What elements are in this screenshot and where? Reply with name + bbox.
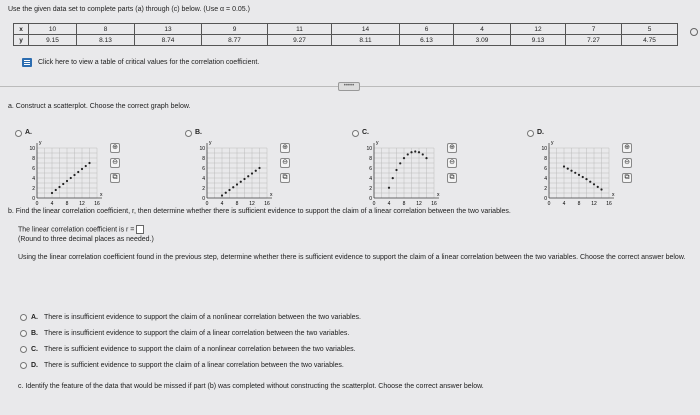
graph-option-1-radio[interactable] [15, 130, 22, 137]
r-answer-input[interactable] [136, 225, 144, 234]
y-cell: 3.09 [454, 35, 511, 46]
graph-tools-4 [622, 143, 632, 183]
popout-icon[interactable]: ⧉ [622, 173, 632, 183]
y-tick-label: 10 [541, 146, 547, 152]
x-axis-name: x [437, 192, 440, 198]
scatter-point [403, 157, 405, 159]
table-row-y [14, 35, 678, 46]
x-tick-label: 12 [79, 201, 85, 207]
critical-values-link[interactable] [22, 58, 259, 67]
y-tick-label: 4 [32, 176, 35, 182]
y-axis-name: y [209, 140, 212, 146]
evidence-question: Using the linear correlation coefficient found in the previous step, determine whether there is sufficient evidence to support the claim of a linear correlation between the two variables. Choose the correct answer below. [18, 254, 686, 261]
zoom-in-icon[interactable]: ⊕ [447, 143, 457, 153]
scatter-point [399, 162, 401, 164]
y-cell: 8.77 [202, 35, 268, 46]
scatter-point [570, 170, 572, 172]
x-tick-label: 0 [547, 201, 551, 207]
choice-d-radio[interactable] [20, 362, 27, 369]
y-tick-label: 6 [202, 166, 205, 172]
choice-a-text: There is insufficient evidence to support the claim of a nonlinear correlation between the two variables. [44, 314, 361, 321]
part-b-question: b. Find the linear correlation coefficient, r, then determine whether there is sufficient evidence to support the claim of a linear correlation between the two variables. [8, 208, 511, 215]
y-cell: 9.27 [268, 35, 332, 46]
y-cell: 4.75 [622, 35, 678, 46]
zoom-out-icon[interactable]: ⊖ [110, 158, 120, 168]
x-tick-label: 8 [402, 201, 406, 207]
y-tick-label: 4 [369, 176, 372, 182]
x-tick-label: 12 [591, 201, 597, 207]
scatter-point [410, 151, 412, 153]
y-tick-label: 6 [369, 166, 372, 172]
scatter-point [585, 178, 587, 180]
y-tick-label: 0 [369, 196, 372, 202]
y-axis-name: y [551, 140, 554, 146]
choice-b[interactable] [20, 330, 349, 337]
table-row-x [14, 24, 678, 35]
y-tick-label: 8 [544, 156, 547, 162]
r-prompt-text: The linear correlation coefficient is r = [18, 226, 135, 234]
x-tick-label: 16 [606, 201, 612, 207]
scatterplot-thumbnail-4[interactable] [535, 140, 619, 210]
choice-d[interactable] [20, 362, 344, 369]
scatter-point [228, 189, 230, 191]
x-axis-name: x [612, 192, 615, 198]
scatter-point [589, 181, 591, 183]
y-tick-label: 2 [202, 186, 205, 192]
x-cell: 14 [332, 24, 400, 35]
y-tick-label: 8 [32, 156, 35, 162]
table-scroll-handle[interactable] [690, 28, 698, 36]
choice-d-letter: D. [31, 362, 38, 369]
x-cell: 11 [268, 24, 332, 35]
y-axis-name: y [376, 140, 379, 146]
scatter-point [240, 181, 242, 183]
part-c-question: c. Identify the feature of the data that would be missed if part (b) was completed without constructing the scatterplot. Choose the correct answer below. [18, 383, 484, 390]
choice-a[interactable] [20, 314, 361, 321]
popout-icon[interactable]: ⧉ [280, 173, 290, 183]
y-cell: 6.13 [400, 35, 454, 46]
graph-option-3-radio[interactable] [352, 130, 359, 137]
x-tick-label: 0 [205, 201, 209, 207]
x-header-cell: x [14, 24, 29, 35]
y-cell: 8.11 [332, 35, 400, 46]
graph-tools-2 [280, 143, 290, 183]
y-cell: 9.15 [29, 35, 77, 46]
graph-tools-1 [110, 143, 120, 183]
scatter-point [66, 180, 68, 182]
y-tick-label: 8 [202, 156, 205, 162]
x-cell: 13 [135, 24, 202, 35]
scatter-point [51, 192, 53, 194]
scatter-point [70, 177, 72, 179]
scatter-point [407, 153, 409, 155]
x-axis-name: x [270, 192, 273, 198]
rounding-note: (Round to three decimal places as needed.) [18, 236, 154, 243]
y-tick-label: 10 [199, 146, 205, 152]
choice-a-radio[interactable] [20, 314, 27, 321]
y-tick-label: 10 [366, 146, 372, 152]
zoom-out-icon[interactable]: ⊖ [622, 158, 632, 168]
graph-option-2-label: B. [195, 129, 202, 136]
scatter-point [392, 177, 394, 179]
scatter-point [388, 187, 390, 189]
scatter-point [414, 150, 416, 152]
y-cell: 8.74 [135, 35, 202, 46]
graph-option-3-label: C. [362, 129, 369, 136]
x-tick-label: 8 [235, 201, 239, 207]
x-tick-label: 16 [264, 201, 270, 207]
y-tick-label: 8 [369, 156, 372, 162]
y-cell: 8.13 [77, 35, 135, 46]
x-cell: 8 [77, 24, 135, 35]
scatter-point [395, 169, 397, 171]
x-tick-label: 4 [50, 201, 54, 207]
x-tick-label: 12 [416, 201, 422, 207]
choice-b-letter: B. [31, 330, 38, 337]
scatter-point [55, 189, 57, 191]
x-tick-label: 4 [387, 201, 391, 207]
y-tick-label: 4 [202, 176, 205, 182]
data-table [13, 23, 678, 46]
graph-option-4-label: D. [537, 129, 544, 136]
scatter-point [258, 167, 260, 169]
y-tick-label: 6 [32, 166, 35, 172]
graph-option-4-radio[interactable] [527, 130, 534, 137]
choice-a-letter: A. [31, 314, 38, 321]
scatter-point [578, 174, 580, 176]
scatter-point [600, 188, 602, 190]
zoom-in-icon[interactable]: ⊕ [280, 143, 290, 153]
x-cell: 9 [202, 24, 268, 35]
zoom-in-icon[interactable]: ⊕ [110, 143, 120, 153]
scatter-point [247, 175, 249, 177]
scatter-point [243, 178, 245, 180]
y-cell: 7.27 [566, 35, 622, 46]
scatter-point [251, 172, 253, 174]
scatter-point [255, 170, 257, 172]
y-tick-label: 4 [544, 176, 547, 182]
scatterplot-thumbnail-2[interactable] [193, 140, 277, 210]
y-tick-label: 0 [202, 196, 205, 202]
popout-icon[interactable]: ⧉ [447, 173, 457, 183]
scatter-point [563, 165, 565, 167]
scatter-point [232, 186, 234, 188]
x-cell: 7 [566, 24, 622, 35]
choice-c-text: There is sufficient evidence to support the claim of a nonlinear correlation between the two variables. [44, 346, 356, 353]
scatter-point [62, 183, 64, 185]
choice-c-radio[interactable] [20, 346, 27, 353]
y-tick-label: 6 [544, 166, 547, 172]
scatter-point [418, 151, 420, 153]
y-tick-label: 0 [544, 196, 547, 202]
y-header-cell: y [14, 35, 29, 46]
zoom-out-icon[interactable]: ⊖ [447, 158, 457, 168]
y-tick-label: 2 [544, 186, 547, 192]
scatter-point [236, 183, 238, 185]
graph-option-2-radio[interactable] [185, 130, 192, 137]
scatter-point [221, 194, 223, 196]
scatter-point [593, 183, 595, 185]
scatter-point [88, 162, 90, 164]
r-prompt-row [18, 225, 144, 234]
part-a-question: a. Construct a scatterplot. Choose the correct graph below. [8, 103, 191, 110]
y-tick-label: 0 [32, 196, 35, 202]
x-tick-label: 8 [577, 201, 581, 207]
scatter-point [582, 176, 584, 178]
x-cell: 6 [400, 24, 454, 35]
scatter-point [81, 168, 83, 170]
y-tick-label: 10 [29, 146, 35, 152]
y-axis-name: y [39, 140, 42, 146]
choice-c-letter: C. [31, 346, 38, 353]
x-tick-label: 16 [94, 201, 100, 207]
table-icon [22, 58, 32, 67]
scatter-point [422, 153, 424, 155]
choice-b-radio[interactable] [20, 330, 27, 337]
y-tick-label: 2 [369, 186, 372, 192]
scatter-point [73, 174, 75, 176]
scatter-point [574, 172, 576, 174]
zoom-in-icon[interactable]: ⊕ [622, 143, 632, 153]
choice-d-text: There is sufficient evidence to support the claim of a linear correlation between the two variables. [44, 362, 344, 369]
scatter-point [77, 171, 79, 173]
x-tick-label: 8 [65, 201, 69, 207]
y-cell: 9.13 [511, 35, 566, 46]
expand-more-button[interactable]: ••••• [338, 82, 360, 91]
x-tick-label: 0 [35, 201, 39, 207]
x-cell: 10 [29, 24, 77, 35]
x-cell: 5 [622, 24, 678, 35]
x-tick-label: 12 [249, 201, 255, 207]
x-axis-name: x [100, 192, 103, 198]
instruction-text: Use the given data set to complete parts (a) through (c) below. (Use α = 0.05.) [8, 6, 250, 13]
x-tick-label: 4 [562, 201, 566, 207]
zoom-out-icon[interactable]: ⊖ [280, 158, 290, 168]
scatterplot-thumbnail-3[interactable] [360, 140, 444, 210]
x-cell: 12 [511, 24, 566, 35]
y-tick-label: 2 [32, 186, 35, 192]
x-cell: 4 [454, 24, 511, 35]
scatter-point [58, 186, 60, 188]
scatter-point [567, 168, 569, 170]
graph-option-1-label: A. [25, 129, 32, 136]
scatter-point [225, 192, 227, 194]
scatterplot-thumbnail-1[interactable] [23, 140, 107, 210]
choice-b-text: There is insufficient evidence to support the claim of a linear correlation between the two variables. [44, 330, 350, 337]
scatter-point [597, 186, 599, 188]
graph-tools-3 [447, 143, 457, 183]
scatter-point [425, 157, 427, 159]
x-tick-label: 4 [220, 201, 224, 207]
critical-values-link-text[interactable]: Click here to view a table of critical values for the correlation coefficient. [38, 59, 260, 66]
x-tick-label: 16 [431, 201, 437, 207]
scatter-point [85, 165, 87, 167]
choice-c[interactable] [20, 346, 356, 353]
x-tick-label: 0 [372, 201, 376, 207]
popout-icon[interactable]: ⧉ [110, 173, 120, 183]
